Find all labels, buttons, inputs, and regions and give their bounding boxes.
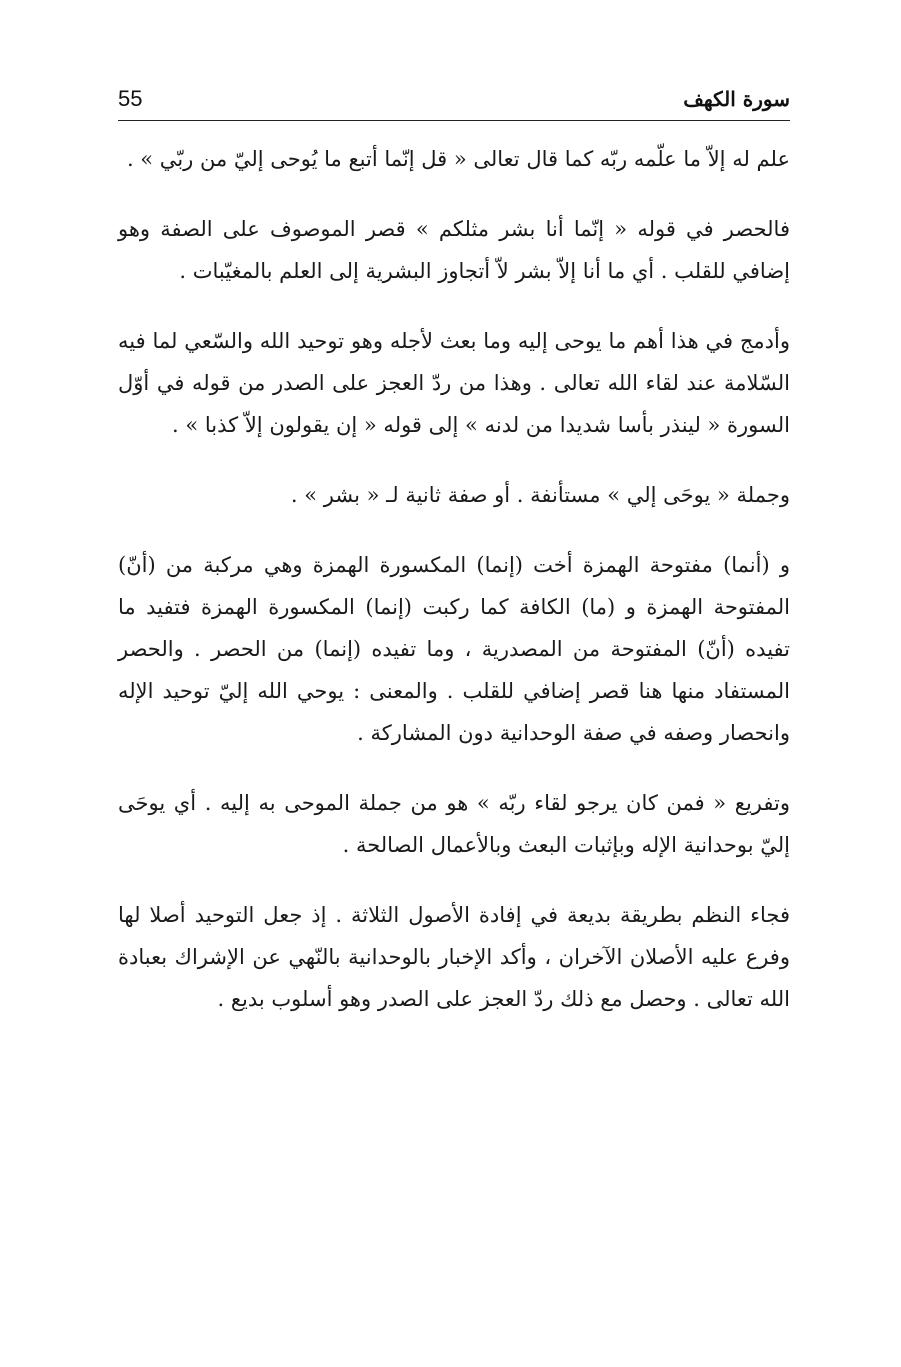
paragraph: فجاء النظم بطريقة بديعة في إفادة الأصول الثلاثة . إذ جعل التوحيد أصلا لها وفرع عليه الأصلان الآخران ، وأكد الإخبار بالوحدانية بالنّهي عن الإشراك بعبادة الله تعالى . وحصل مع ذلك ردّ العجز على الصدر وهو أسلوب بديع . [118,903,790,1011]
paragraph: علم له إلاّ ما علّمه ربّه كما قال تعالى « قل إنّما أتبع ما يُوحى إليّ من ربّي » . [126,147,790,171]
page-number: 55 [118,86,143,111]
paragraph: فالحصر في قوله « إنّما أنا بشر مثلكم » قصر الموصوف على الصفة وهو إضافي للقلب . أي ما أنا إلاّ بشر لاّ أتجاوز البشرية إلى العلم بالمغيّبات . [118,217,790,283]
body-text [118,138,790,1048]
paragraph: وجملة « يوحَى إلي » مستأنفة . أو صفة ثانية لـ « بشر » . [290,483,790,507]
paragraph: و (أنما) مفتوحة الهمزة أخت (إنما) المكسورة الهمزة وهي مركبة من (أنّ) المفتوحة الهمزة و (ما) الكافة كما ركبت (إنما) المكسورة الهمزة فتفيد ما تفيده (أنّ) المفتوحة من المصدرية ، وما تفيده (إنما) من الحصر . والحصر المستفاد منها هنا قصر إضافي للقلب . والمعنى : يوحي الله إليّ توحيد الإله وانحصار وصفه في صفة الوحدانية دون المشاركة . [118,553,790,745]
header-rule [118,120,790,121]
paragraph: وأدمج في هذا أهم ما يوحى إليه وما بعث لأجله وهو توحيد الله والسّعي لما فيه السّلامة عند لقاء الله تعالى . وهذا من ردّ العجز على الصدر من قوله في أوّل السورة « لينذر بأسا شديدا من لدنه » إلى قوله « إن يقولون إلاّ كذبا » . [118,329,790,437]
page-header [118,84,790,114]
paragraph: وتفريع « فمن كان يرجو لقاء ربّه » هو من جملة الموحى به إليه . أي يوحَى إليّ بوحدانية الإله وبإثبات البعث وبالأعمال الصالحة . [118,791,790,857]
running-title: سورة الكهف [683,87,790,111]
